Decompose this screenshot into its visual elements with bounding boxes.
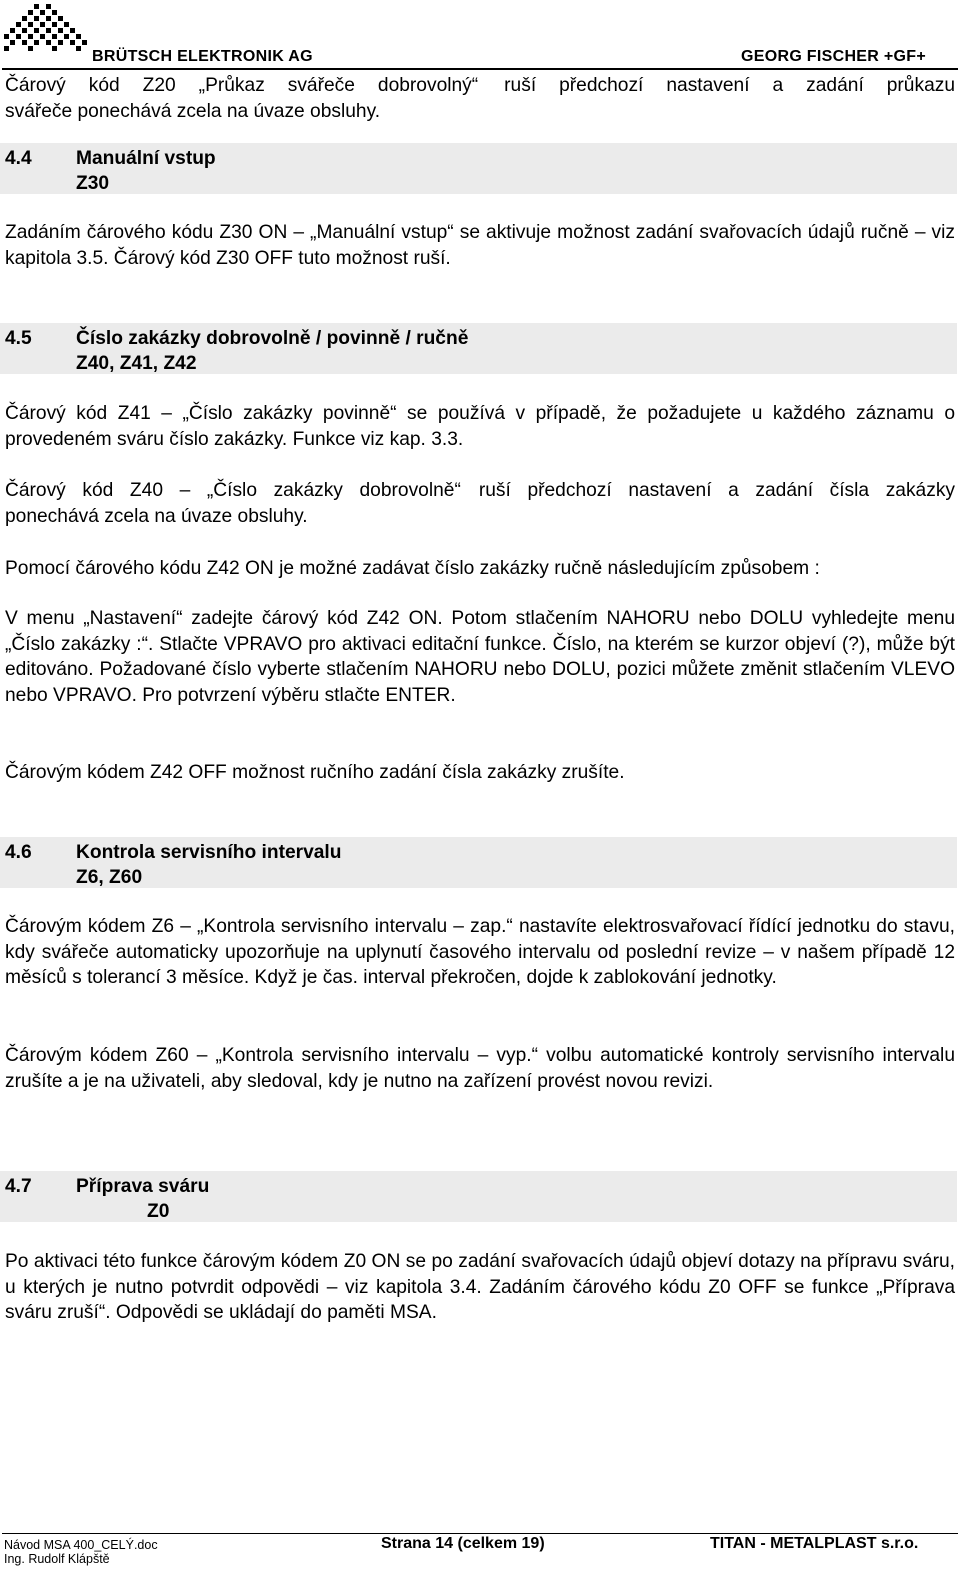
section-title: Příprava sváru xyxy=(76,1176,210,1197)
company-logo xyxy=(4,2,100,54)
paragraph-z40 xyxy=(5,478,955,504)
section-codes: Z30 xyxy=(76,173,110,194)
paragraph-z42-intro: Pomocí čárového kódu Z42 ON je možné zadávat číslo zakázky ručně následujícím způsobem : xyxy=(5,558,820,579)
paragraph-z40-lead: Čárový kód Z40 – „Číslo zakázky dobrovolně“ xyxy=(5,480,461,501)
footer-page-number: Strana 14 (celkem 19) xyxy=(381,1535,545,1552)
section-number: 4.5 xyxy=(5,328,32,349)
footer-author: Ing. Rudolf Klápště xyxy=(4,1552,110,1566)
header-company-right: GEORG FISCHER +GF+ xyxy=(741,48,926,65)
paragraph-z42-off: Čárovým kódem Z42 OFF možnost ručního zadání čísla zakázky zrušíte. xyxy=(5,762,625,783)
paragraph-z42-menu: V menu „Nastavení“ zadejte čárový kód Z42 ON. Potom stlačením NAHORU nebo DOLU vyhledejte menu „Číslo zakázky :“. Stlačte VPRAVO pro aktivaci editační funkce. Číslo, na kterém se kurzor objeví (?), může být editováno. Požadované číslo vyberte stlačením NAHORU nebo DOLU, pozici můžete změnit stlačením VLEVO nebo VPRAVO. Pro potvrzení výběru stlačte ENTER. xyxy=(5,608,955,706)
section-number: 4.6 xyxy=(5,842,32,863)
section-heading-4-6 xyxy=(0,837,957,888)
paragraph-z41: Čárový kód Z41 – „Číslo zakázky povinně“ se používá v případě, že požadujete u každého záznamu o provedeném sváru číslo zakázky. Funkce viz kap. 3.3. xyxy=(5,403,955,450)
section-number: 4.4 xyxy=(5,148,32,169)
header-company-left: BRÜTSCH ELEKTRONIK AG xyxy=(92,48,313,65)
header-divider xyxy=(2,68,958,70)
paragraph-z40-rest: ruší předchozí nastavení a zadání čísla zakázky xyxy=(478,480,956,501)
footer-document-name: Návod MSA 400_CELÝ.doc xyxy=(4,1538,158,1552)
footer-company: TITAN - METALPLAST s.r.o. xyxy=(710,1535,919,1552)
section-heading-4-5 xyxy=(0,323,957,374)
paragraph-z6: Čárovým kódem Z6 – „Kontrola servisního intervalu – zap.“ nastavíte elektrosvařovací řídící jednotku do stavu, kdy svářeče automaticky upozorňuje na uplynutí časového intervalu od poslední revize – v našem případě 12 měsíců s tolerancí 3 měsíce. Když je čas. interval překročen, dojde k zablokování jednotky. xyxy=(5,916,955,988)
section-codes: Z6, Z60 xyxy=(76,867,143,888)
paragraph-z30: Zadáním čárového kódu Z30 ON – „Manuální vstup“ se aktivuje možnost zadání svařovacích údajů ručně – viz kapitola 3.5. Čárový kód Z30 OFF tuto možnost ruší. xyxy=(5,222,955,269)
paragraph-z20-lead: Čárový kód Z20 „Průkaz svářeče dobrovolný“ xyxy=(5,75,479,96)
paragraph-z20-line2: svářeče ponechává zcela na úvaze obsluhy. xyxy=(5,101,381,122)
section-heading-4-4 xyxy=(0,143,957,194)
footer-divider xyxy=(2,1533,958,1534)
section-codes: Z40, Z41, Z42 xyxy=(76,353,197,374)
section-heading-4-7 xyxy=(0,1171,957,1222)
section-title: Manuální vstup xyxy=(76,148,216,169)
section-title: Číslo zakázky dobrovolně / povinně / ručně xyxy=(76,328,469,349)
section-number: 4.7 xyxy=(5,1176,32,1197)
paragraph-z0: Po aktivaci této funkce čárovým kódem Z0 ON se po zadání svařovacích údajů objeví dotazy na přípravu sváru, u kterých je nutno potvrdit odpovědi – viz kapitola 3.4. Zadáním čárového kódu Z0 OFF se funkce „Příprava sváru zruší“. Odpovědi se ukládají do paměti MSA. xyxy=(5,1251,955,1323)
section-codes: Z0 xyxy=(147,1201,170,1222)
paragraph-z20-rest: ruší předchozí nastavení a zadání průkazu xyxy=(504,75,956,96)
section-title: Kontrola servisního intervalu xyxy=(76,842,342,863)
paragraph-z60: Čárovým kódem Z60 – „Kontrola servisního intervalu – vyp.“ volbu automatické kontroly servisního intervalu zrušíte a je na uživateli, aby sledoval, kdy je nutno na zařízení provést novou revizi. xyxy=(5,1045,955,1092)
paragraph-z20 xyxy=(5,73,955,99)
paragraph-z40-line2: ponechává zcela na úvaze obsluhy. xyxy=(5,506,308,527)
